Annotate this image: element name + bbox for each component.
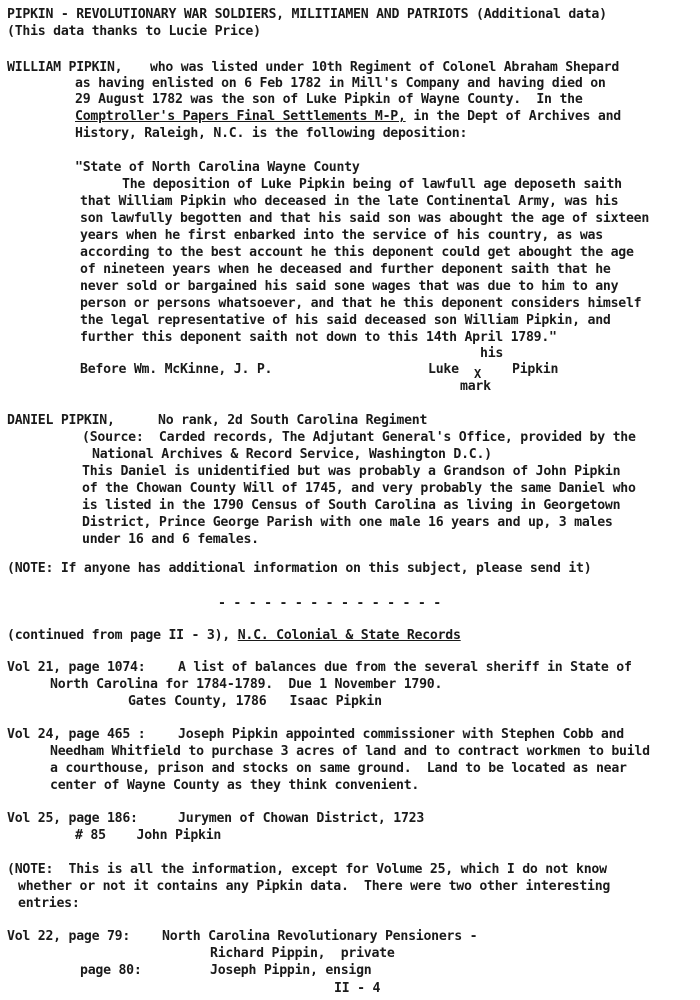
daniel-rank: No rank, 2d South Carolina Regiment [158,413,428,428]
signature-his: his [480,346,504,361]
signature-mark-label: mark [460,379,491,394]
record-line: Joseph Pipkin appointed commissioner with Stephen Cobb and [178,727,624,742]
daniel-line: This Daniel is unidentified but was probably a Grandson of John Pipkin [82,464,621,479]
william-source-line: Comptroller's Papers Final Settlements M-P, in the Dept of Archives and [75,109,621,124]
section-divider: - - - - - - - - - - - - - - - [218,596,441,611]
record-line: # 85 John Pipkin [75,828,222,843]
daniel-line: under 16 and 6 females. [82,532,259,547]
record-line: Gates County, 1786 Isaac Pipkin [128,694,382,709]
document-subtitle: (This data thanks to Lucie Price) [7,24,261,39]
page-number: II - 4 [334,981,381,996]
william-intro-line: who was listed under 10th Regiment of Colonel Abraham Shepard [150,60,620,75]
record-line: A list of balances due from the several sheriff in State of [178,660,632,675]
record-line: Jurymen of Chowan District, 1723 [178,811,425,826]
deposition-line: never sold or bargained his said sone wages that was due to him to any [80,279,619,294]
william-source-line-2: History, Raleigh, N.C. is the following deposition: [75,126,468,141]
note-volume-25-line: whether or not it contains any Pipkin data. There were two other interesting [18,879,611,894]
record-line: center of Wayne County as they think convenient. [50,778,420,793]
note-additional-info: (NOTE: If anyone has additional information on this subject, please send it) [7,561,592,576]
signature-name-right: Pipkin [512,362,559,377]
deposition-line: according to the best account he this deponent could get abought the age [80,245,634,260]
deposition-line: the legal representative of his said deceased son William Pipkin, and [80,313,611,328]
deposition-line: person or persons whatsoever, and that he this deponent considers himself [80,296,642,311]
william-intro-line: 29 August 1782 was the son of Luke Pipkin of Wayne County. In the [75,92,583,107]
signature-mark-x: X [474,367,481,381]
record-volume: Vol 24, page 465 : [7,727,146,742]
continued-heading: (continued from page II - 3), N.C. Colonial & State Records [7,628,461,643]
daniel-line: of the Chowan County Will of 1745, and very probably the same Daniel who [82,481,636,496]
deposition-line: years when he first enbarked into the service of his country, as was [80,228,603,243]
pensioner-entry: Joseph Pippin, ensign [210,963,372,978]
comptroller-papers-reference: Comptroller's Papers Final Settlements M-P, [75,109,406,124]
daniel-name: DANIEL PIPKIN, [7,413,115,428]
deposition-line: "State of North Carolina Wayne County [75,160,360,175]
deposition-line: son lawfully begotten and that his said son was abought the age of sixteen [80,211,650,226]
daniel-line: District, Prince George Parish with one male 16 years and up, 3 males [82,515,613,530]
signature-before: Before Wm. McKinne, J. P. [80,362,273,377]
record-page: page 80: [80,963,142,978]
signature-name-left: Luke [428,362,459,377]
record-volume: Vol 25, page 186: [7,811,138,826]
record-volume: Vol 22, page 79: [7,929,131,944]
record-line: North Carolina for 1784-1789. Due 1 November 1790. [50,677,443,692]
record-line: Needham Whitfield to purchase 3 acres of land and to contract workmen to build [50,744,650,759]
note-volume-25: (NOTE: This is all the information, except for Volume 25, which I do not know [7,862,607,877]
daniel-line: is listed in the 1790 Census of South Carolina as living in Georgetown [82,498,621,513]
document-title: PIPKIN - REVOLUTIONARY WAR SOLDIERS, MILITIAMEN AND PATRIOTS (Additional data) [7,7,607,22]
nc-records-reference: N.C. Colonial & State Records [237,628,461,643]
pensioners-title: North Carolina Revolutionary Pensioners - [162,929,478,944]
daniel-line: (Source: Carded records, The Adjutant General's Office, provided by the [82,430,636,445]
note-volume-25-line: entries: [18,896,80,911]
deposition-line: that William Pipkin who deceased in the late Continental Army, was his [80,194,619,209]
record-line: a courthouse, prison and stocks on same ground. Land to be located as near [50,761,627,776]
deposition-line: further this deponent saith not down to this 14th April 1789." [80,330,557,345]
deposition-line: The deposition of Luke Pipkin being of lawfull age deposeth saith [122,177,622,192]
daniel-line: National Archives & Record Service, Washington D.C.) [92,447,492,462]
pensioner-entry: Richard Pippin, private [210,946,395,961]
record-volume: Vol 21, page 1074: [7,660,146,675]
william-name: WILLIAM PIPKIN, [7,60,123,75]
william-intro-line: as having enlisted on 6 Feb 1782 in Mill's Company and having died on [75,76,606,91]
deposition-line: of nineteen years when he deceased and further deponent saith that he [80,262,611,277]
